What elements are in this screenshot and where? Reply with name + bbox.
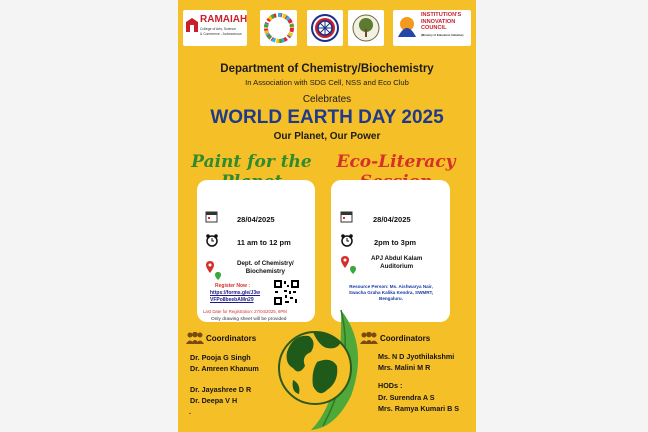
- right-title-line1: Eco-Literacy: [336, 152, 456, 172]
- hod-name: Dr. Surendra A S: [378, 393, 435, 402]
- stray-mark: .: [189, 407, 191, 416]
- coordinator-name: Dr. Deepa V H: [190, 396, 238, 405]
- coordinator-name: Dr. Amreen Khanum: [190, 364, 259, 373]
- coordinator-name: Dr. Pooja G Singh: [190, 353, 251, 362]
- sdg-logo: [260, 10, 297, 46]
- left-venue-line1: Dept. of Chemistry/: [237, 260, 294, 267]
- eco-club-tree-icon: [351, 13, 381, 43]
- left-title-line1: Paint for the: [191, 152, 312, 172]
- small-pin-icon: [350, 266, 356, 274]
- earth-globe-icon: [271, 306, 366, 432]
- poster: [178, 0, 476, 432]
- qr-code-icon: [273, 279, 300, 306]
- register-url-line2[interactable]: VFPo8beebAMn29: [210, 296, 254, 303]
- left-event-card: [197, 180, 315, 322]
- small-pin-icon: [215, 272, 221, 280]
- event-title: WORLD EARTH DAY 2025: [210, 107, 444, 128]
- right-event-card: [331, 180, 450, 322]
- department-title: Department of Chemistry/Biochemistry: [220, 63, 434, 75]
- iic-line2: INNOVATION: [421, 18, 456, 25]
- right-time: 2pm to 3pm: [374, 238, 417, 247]
- register-link[interactable]: [210, 290, 260, 303]
- event-tagline: Our Planet, Our Power: [273, 131, 381, 142]
- resource-person: [341, 284, 441, 302]
- drawing-sheet-note: Only drawing sheet will be provided: [211, 317, 287, 322]
- coordinator-name: Ms. N D Jyothilakshmi: [378, 352, 455, 361]
- right-date: 28/04/2025: [373, 215, 411, 224]
- nss-wheel-icon: [310, 13, 340, 43]
- register-url-line1[interactable]: https://forms.gle/J3w: [210, 290, 261, 296]
- ramaiah-emblem-icon: [186, 18, 198, 32]
- register-label: Register Now :: [215, 283, 251, 289]
- iic-emblem-icon: [396, 15, 418, 41]
- right-venue-line2: Auditorium: [380, 263, 414, 270]
- coordinator-name: Dr. Jayashree D R: [190, 385, 252, 394]
- hod-name: Mrs. Ramya Kumari B S: [378, 404, 460, 413]
- logo-row: [183, 10, 471, 48]
- left-time: 11 am to 12 pm: [237, 238, 291, 247]
- calendar-icon: [340, 210, 353, 223]
- right-venue-line1: APJ Abdul Kalam: [371, 255, 423, 262]
- right-coordinators-label: Coordinators: [380, 334, 431, 343]
- ramaiah-sub2: & Commerce - Autonomous: [200, 32, 242, 36]
- eco-club-logo: [348, 10, 384, 46]
- last-date-note: Last Date for Registration: 27/04/2025, 6PM: [203, 309, 287, 314]
- alarm-clock-icon: [340, 233, 354, 247]
- left-date: 28/04/2025: [237, 215, 275, 224]
- location-pin-icon: [205, 260, 215, 274]
- hods-label: HODs :: [378, 381, 403, 390]
- iic-line1: INSTITUTION'S: [421, 12, 462, 18]
- iic-line4: (Ministry of Education Initiative): [421, 32, 464, 37]
- calendar-icon: [205, 210, 218, 223]
- ramaiah-sub1: College of Arts, Science: [200, 27, 236, 31]
- ramaiah-logo: [183, 10, 247, 46]
- iic-line3: COUNCIL: [421, 25, 447, 32]
- nss-logo: [307, 10, 343, 46]
- resource-line1: Resource Person: Ms. Aishwarya Nair,: [349, 284, 433, 289]
- people-group-icon: [186, 332, 204, 344]
- association-line: In Association with SDG Cell, NSS and Eco Club: [245, 78, 409, 87]
- ramaiah-name: RAMAIAH: [200, 14, 247, 25]
- resource-line2: Swacha Graha Kalika Kendra, SWMRT,: [348, 290, 434, 295]
- sdg-wheel-icon: [264, 13, 294, 43]
- alarm-clock-icon: [205, 233, 219, 247]
- location-pin-icon: [340, 255, 350, 269]
- people-group-icon: [360, 332, 378, 344]
- celebrates-label: Celebrates: [302, 94, 352, 105]
- coordinator-name: Mrs. Malini M R: [378, 363, 431, 372]
- resource-line3: Bengaluru.: [379, 296, 403, 301]
- iic-logo: [393, 10, 471, 46]
- left-venue-line2: Biochemistry: [245, 268, 285, 275]
- left-coordinators-label: Coordinators: [206, 334, 257, 343]
